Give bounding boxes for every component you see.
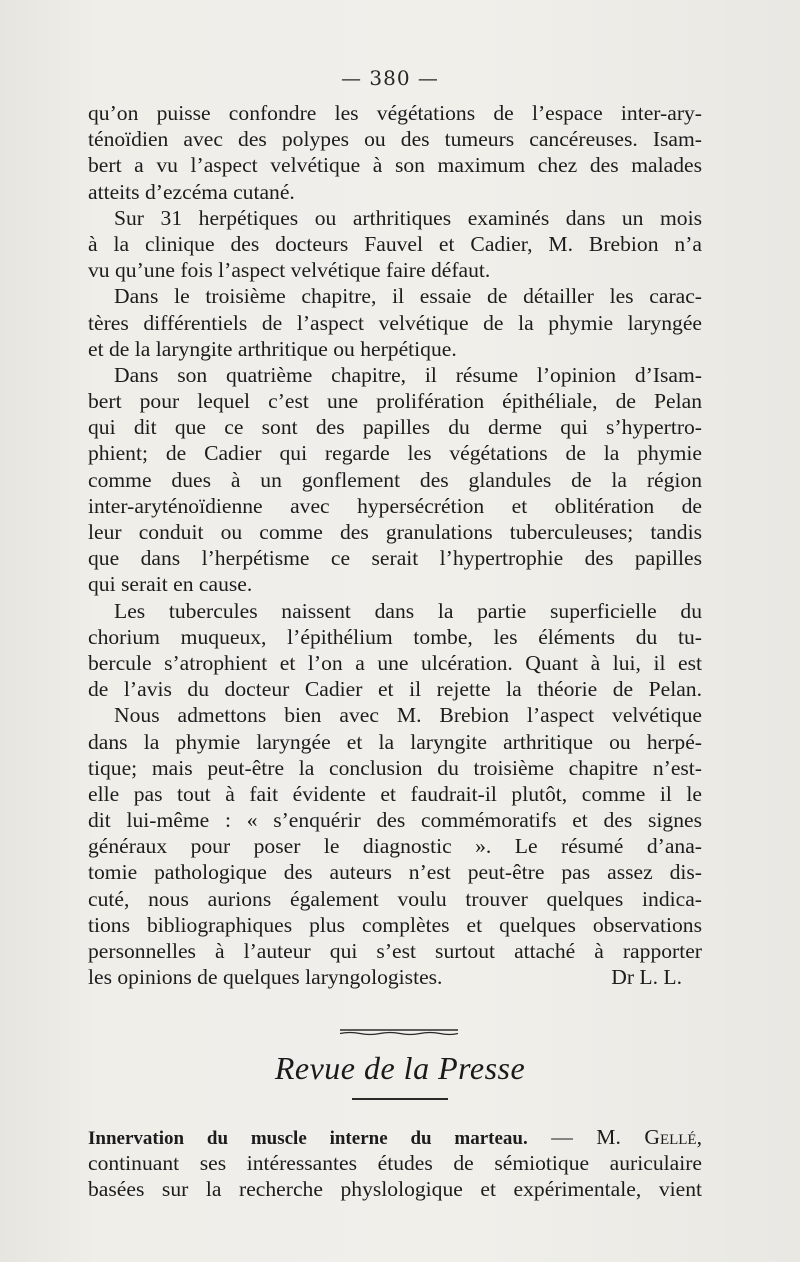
page-number: — 380 —	[341, 66, 439, 90]
ornamental-rule	[340, 1028, 458, 1036]
signature-line	[88, 964, 702, 990]
text-line: Nous admettons bien avec M. Brebion l’aspect velvétique	[114, 703, 702, 728]
text-line: atteits d’ezcéma cutané.	[88, 179, 295, 204]
text-line: bert pour lequel c’est une prolifération épithéliale, de Pelan	[88, 389, 702, 414]
text-line: dans la phymie laryngée et la laryngite arthritique ou herpé-	[88, 729, 702, 754]
text-line: et de la laryngite arthritique ou herpétique.	[88, 336, 457, 361]
text-line: elle pas tout à fait évidente et faudrait-il plutôt, comme il le	[88, 781, 702, 806]
text-line: bert a vu l’aspect velvétique à son maximum chez des malades	[88, 153, 702, 178]
title-underline	[352, 1098, 448, 1100]
text-line: les opinions de quelques laryngologistes.	[88, 965, 443, 990]
text-line: vu qu’une fois l’aspect velvétique faire défaut.	[88, 258, 491, 283]
review-body	[88, 100, 702, 990]
text-line: tique; mais peut-être la conclusion du troisième chapitre n’est-	[88, 755, 702, 780]
article-body	[88, 1124, 702, 1203]
text-line: Sur 31 herpétiques ou arthritiques examinés dans un mois	[114, 205, 702, 230]
article-heading: Innervation du muscle interne du marteau.	[88, 1128, 528, 1149]
text-line: tères différentiels de l’aspect velvétique de la phymie laryngée	[88, 310, 702, 335]
text-line: dit lui-même : « s’enquérir des commémoratifs et des signes	[88, 808, 702, 833]
text-line: leur conduit ou comme des granulations tuberculeuses; tandis	[88, 520, 702, 544]
text-line: tomie pathologique des auteurs n’est peut-être pas assez dis-	[88, 860, 702, 885]
text-line: Dans son quatrième chapitre, il résume l’opinion d’Isam-	[114, 362, 702, 387]
text-line: inter-aryténoïdienne avec hypersécrétion et oblitération de	[88, 493, 702, 518]
text-line: qui dit que ce sont des papilles du derme qui s’hypertro-	[88, 415, 702, 440]
text-line: comme dues à un gonflement des glandules de la région	[88, 467, 702, 492]
text-line: Les tubercules naissent dans la partie superficielle du	[114, 598, 702, 623]
section-title: Revue de la Presse	[274, 1050, 526, 1086]
article-heading-line	[88, 1124, 702, 1150]
text-line: cuté, nous aurions également voulu trouver quelques indica-	[88, 886, 702, 911]
text-line: que dans l’herpétisme ce serait l’hypertrophie des papilles	[88, 546, 702, 571]
text-line: chorium muqueux, l’épithélium tombe, les éléments du tu-	[88, 624, 702, 649]
text-line: tions bibliographiques plus complètes et quelques observations	[88, 912, 702, 937]
text-line: qu’on puisse confondre les végétations de l’espace inter-ary-	[88, 101, 702, 125]
text-line: personnelles à l’auteur qui s’est surtout attaché à rapporter	[88, 939, 702, 963]
text-line: continuant ses intéressantes études de sémiotique auriculaire	[88, 1151, 702, 1176]
text-line: ténoïdien avec des polypes ou des tumeurs cancéreuses. Isam-	[88, 127, 702, 152]
text-line: Dans le troisième chapitre, il essaie de détailler les carac-	[114, 284, 702, 309]
text-line: de l’avis du docteur Cadier et il rejette la théorie de Pelan.	[88, 677, 702, 702]
text-line: généraux pour poser le diagnostic ». Le résumé d’ana-	[88, 834, 702, 859]
text-line: qui serait en cause.	[88, 572, 253, 597]
article-author: Gellé,	[644, 1125, 702, 1149]
text-line: basées sur la recherche physlologique et expérimentale, vient	[88, 1177, 702, 1202]
text-line: phient; de Cadier qui regarde les végétations de la phymie	[88, 441, 702, 466]
heading-dash: — M.	[527, 1125, 645, 1149]
text-line: bercule s’atrophient et l’on a une ulcération. Quant à lui, il est	[88, 650, 702, 675]
signature: Dr L. L.	[611, 965, 682, 990]
text-line: à la clinique des docteurs Fauvel et Cadier, M. Brebion n’a	[88, 231, 702, 256]
